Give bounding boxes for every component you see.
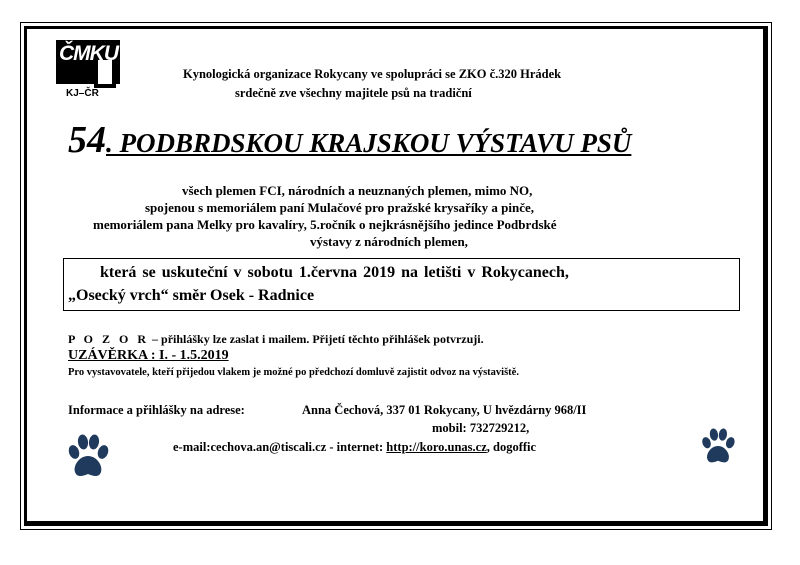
- train-note: Pro vystavovatele, kteří přijedou vlakem je možné po předchozí domluvě zajistit odvoz na výstaviště.: [68, 367, 519, 378]
- notice-text: – přihlášky lze zaslat i mailem. Přijetí těchto přihlášek potvrzuji.: [149, 332, 484, 346]
- event-info-box: [63, 258, 740, 311]
- organizer-line: Kynologická organizace Rokycany ve spolupráci se ZKO č.320 Hrádek: [183, 67, 562, 81]
- website-link[interactable]: http://koro.unas.cz: [386, 440, 487, 454]
- logo-mark: ČMKU: [59, 42, 118, 65]
- internet-label: - internet:: [326, 440, 387, 454]
- event-date-line: která se uskuteční v sobotu 1.června 2019 na letišti v Rokycanech,: [100, 264, 569, 281]
- logo-subtext: KJ–ČR: [66, 88, 99, 99]
- contact-email[interactable]: e-mail:cechova.an@tiscali.cz: [173, 440, 327, 454]
- contact-label: Informace a přihlášky na adrese:: [68, 403, 245, 417]
- invitation-line: srdečně zve všechny majitele psů na tradiční: [235, 86, 472, 100]
- notice-line: [68, 332, 484, 347]
- contact-online: [173, 440, 536, 455]
- paw-print-icon: [700, 426, 736, 466]
- notice-heading: P O Z O R: [68, 332, 150, 346]
- description-line: všech plemen FCI, národních a neuznaných plemen, mimo NO,: [182, 183, 533, 198]
- paw-print-icon: [66, 432, 110, 480]
- description-line: memoriálem pana Melky pro kavalíry, 5.ročník o nejkrásnějšího jedince Podbrdské: [93, 217, 557, 232]
- deadline: UZÁVĚRKA : I. - 1.5.2019: [68, 348, 229, 363]
- contact-extra: , dogoffic: [486, 440, 537, 454]
- title-number: 54: [68, 119, 106, 161]
- cmku-logo: [56, 40, 126, 99]
- contact-mobile: mobil: 732729212,: [432, 421, 530, 435]
- contact-address: Anna Čechová, 337 01 Rokycany, U hvězdárny 968/II: [302, 403, 587, 417]
- title-text: . PODBRDSKOU KRAJSKOU VÝSTAVU PSŮ: [106, 128, 632, 158]
- event-location-line: „Osecký vrch“ směr Osek - Radnice: [68, 287, 315, 304]
- show-title: [68, 118, 631, 162]
- description-line: výstavy z národních plemen,: [310, 234, 468, 249]
- description-line: spojenou s memoriálem paní Mulačové pro pražské krysaříky a pinče,: [145, 200, 535, 215]
- description-block: [90, 182, 730, 250]
